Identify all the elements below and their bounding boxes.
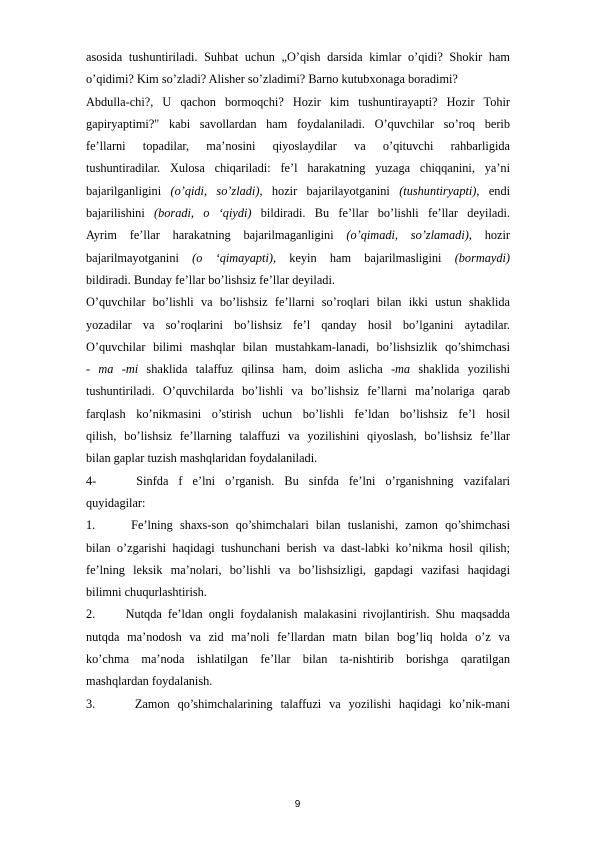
text-line: yozadilar va so’roqlarini bo’lishsiz fe’l qanday hosil bo’lganini aytadilar. xyxy=(86,317,510,332)
list-item-3: 3. Zamon qo’shimchalarining talaffuzi va yozilishi haqidagi ko’nik-mani xyxy=(86,696,510,711)
text-line xyxy=(86,180,510,202)
example-words: (bormaydi) xyxy=(454,250,510,265)
text-line xyxy=(86,202,510,224)
section-heading-line: 4- Sinfda f e’lni o’rganish. Bu sinfda fe’lni o’rganishning vazifalari xyxy=(86,473,510,488)
text-line: quyidagilar: xyxy=(86,495,146,510)
example-words: (o ‘qimayapti), xyxy=(192,250,277,265)
text-line: O’quvchilar bo’lishli va bo’lishsiz fe’llarni so’roqlari bilan ikki ustun shaklida xyxy=(86,295,510,310)
text-line: fe’lning leksik ma’nolari, bo’lishli va bo’lishsizligi, gapdagi vazifasi haqidagi xyxy=(86,562,510,577)
text-run: bajarilishini xyxy=(86,206,155,221)
text-line: fe’llarni topadilar, ma’nosini qiyoslaydilar va o’qituvchi rahbarligida xyxy=(86,139,510,154)
text-run: hozir xyxy=(471,228,510,243)
text-line: farqlash ko’nikmasini o’stirish uchun bo’lishli fe’ldan bo’lishsiz fe’l hosil xyxy=(86,406,510,421)
text-line: bilimni chuqurlashtirish. xyxy=(86,585,207,600)
text-line: bilan o’zgarishi haqidagi tushunchani berish va dast-labki ko’nikma hosil qilish; xyxy=(86,540,510,555)
text-line: qilish, bo’lishsiz fe’llarning talaffuzi va yozilishini qiyoslash, bo’lishsiz fe’llar xyxy=(86,429,510,444)
text-line: o’qidimi? Kim so’zladi? Alisher so’zladimi? Barno kutubxonaga boradimi? xyxy=(86,72,458,87)
example-words: (o’qimadi, so’zlamadi), xyxy=(346,228,472,243)
list-item-1: 1. Fe’lning shaxs-son qo’shimchalari bilan tuslanishi, zamon qo’shimchasi xyxy=(86,518,510,533)
text-run: shaklida talaffuz qilinsa ham, doim aslicha xyxy=(138,362,391,377)
text-line: tushuntiriladi. O’quvchilarda bo’lishli va bo’lishsiz fe’llarni ma’nolariga qarab xyxy=(86,384,510,399)
text-run: Ayrim fe’llar harakatning bajarilmaganligini xyxy=(86,228,347,243)
text-line xyxy=(86,358,510,380)
page-number: 9 xyxy=(294,799,301,810)
text-line: O’quvchilar bilimi mashqlar bilan mustahkam-lanadi, bo’lishsizlik qo’shimchasi xyxy=(86,339,510,354)
text-line: gapiryaptimi?" kabi savollardan ham foydalaniladi. O’quvchilar so’roq berib xyxy=(86,116,510,131)
text-run: bajarilmayotganini xyxy=(86,250,193,265)
example-words: -ma xyxy=(390,362,411,377)
text-line: mashqlardan foydalanish. xyxy=(86,674,213,689)
text-run: keyin ham bajarilmasligini xyxy=(276,250,455,265)
text-run: hozir bajarilayotganini xyxy=(262,183,400,198)
text-line: nutqda ma’nodosh va zid ma’noli fe’llardan matn bilan bog’liq holda o’z va xyxy=(86,629,510,644)
text-line: tushuntiradilar. Xulosa chiqariladi: fe’l harakatning yuzaga chiqqanini, ya’ni xyxy=(86,161,510,176)
text-run: shaklida yozilishi xyxy=(410,362,510,377)
page-text xyxy=(86,46,510,715)
text-line: Abdulla-chi?, U qachon bormoqchi? Hozir kim tushuntirayapti? Hozir Tohir xyxy=(86,94,510,109)
example-words: (boradi, o ‘qiydi) xyxy=(154,206,252,221)
example-words: (tushuntiryapti), xyxy=(399,183,480,198)
text-line xyxy=(86,224,510,246)
example-words: ma -mi xyxy=(98,362,139,377)
example-words: (o’qidi, so’zladi), xyxy=(170,183,263,198)
text-line: ko’chma ma’noda ishlatilgan fe’llar bilan ta-nishtirib borishga qaratilgan xyxy=(86,652,510,667)
text-run: bajarilganligini xyxy=(86,183,171,198)
list-item-2: 2. Nutqda fe’ldan ongli foydalanish malakasini rivojlantirish. Shu maqsadda xyxy=(86,607,510,622)
text-line: asosida tushuntiriladi. Suhbat uchun „O’qish darsida kimlar o’qidi? Shokir ham xyxy=(86,50,510,64)
text-line: bilan gaplar tuzish mashqlaridan foydalaniladi. xyxy=(86,451,318,466)
text-run: endi xyxy=(479,183,510,198)
text-run: bildiradi. Bu fe’llar bo’lishli fe’llar deyiladi. xyxy=(251,206,510,221)
text-run: - xyxy=(86,362,99,377)
text-line: bildiradi. Bunday fe’llar bo’lishsiz fe’llar deyiladi. xyxy=(86,272,335,287)
text-line xyxy=(86,247,510,269)
